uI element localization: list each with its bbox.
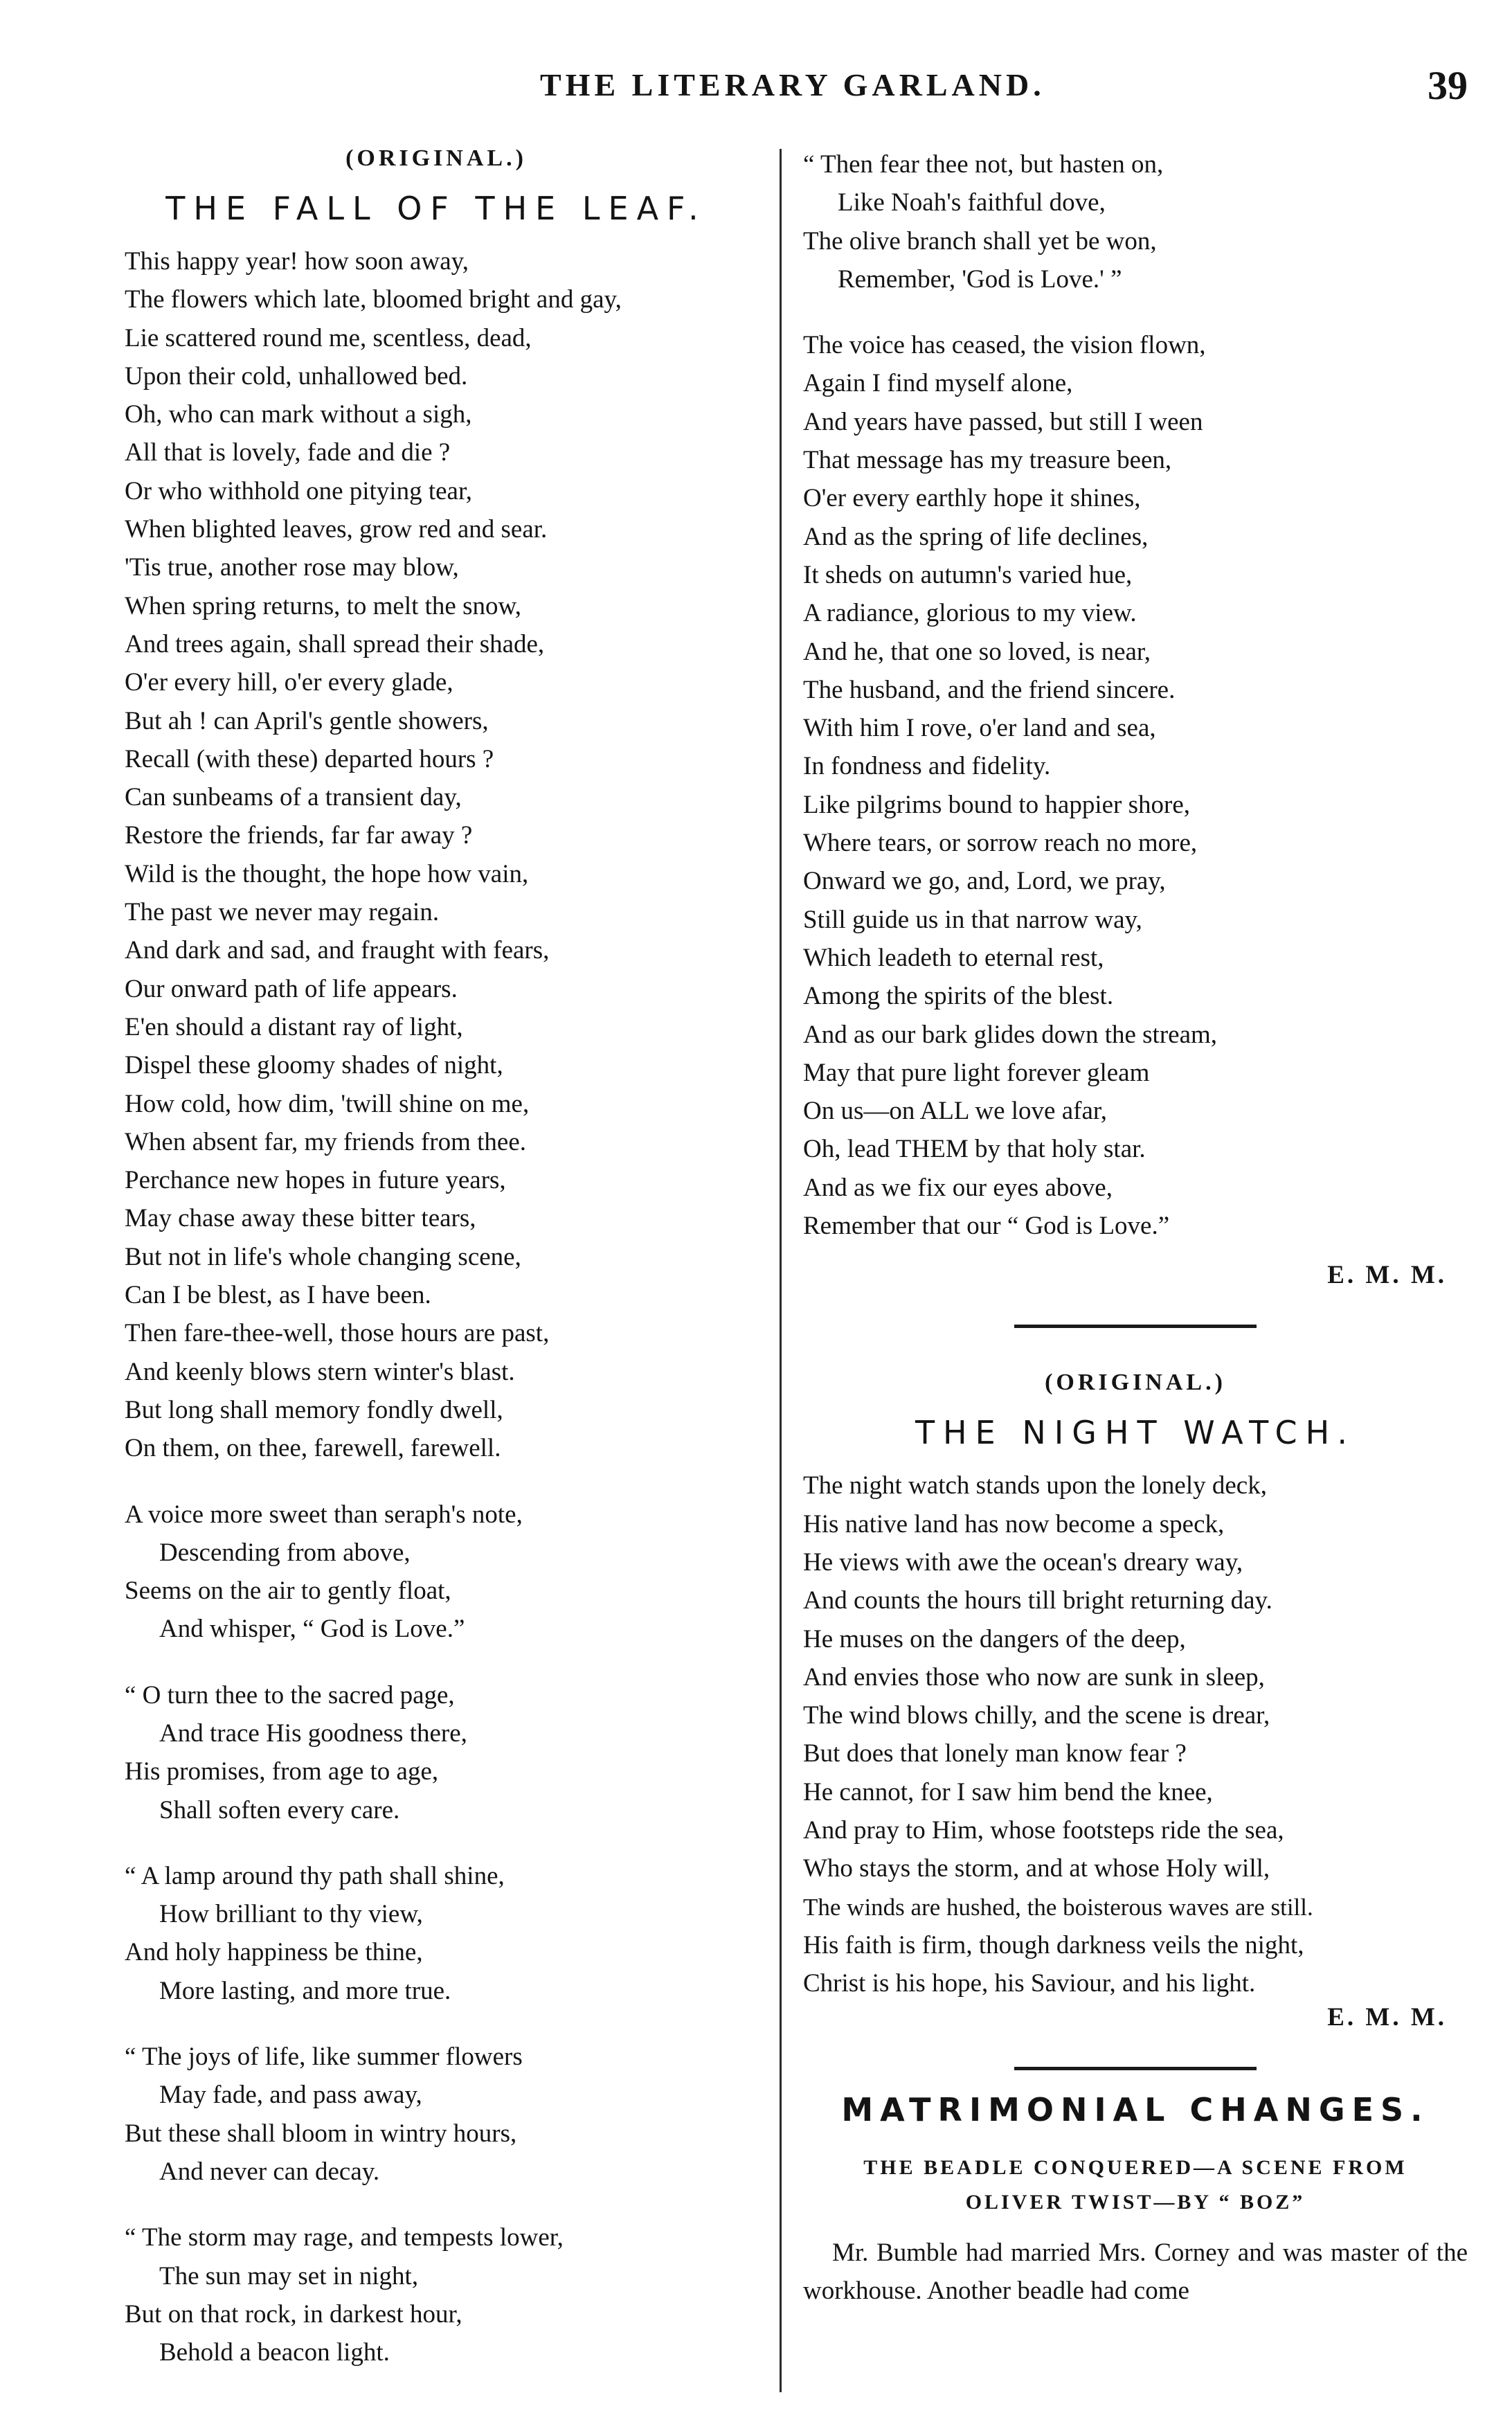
poem-line: O'er every hill, o'er every glade, xyxy=(125,668,453,697)
poem-line: Can sunbeams of a transient day, xyxy=(125,783,462,812)
poem-line: Lie scattered round me, scentless, dead, xyxy=(125,323,532,352)
poem-line: This happy year! how soon away, xyxy=(125,247,469,276)
poem-label: (ORIGINAL.) xyxy=(345,145,527,171)
poem-line: Christ is his hope, his Saviour, and his light. xyxy=(803,1969,1256,1998)
article-paragraph: Mr. Bumble had married Mrs. Corney and was master of the workhouse. Another beadle had come xyxy=(803,2239,1468,2306)
poem-line: Then fare-thee-well, those hours are past, xyxy=(125,1319,550,1348)
poem-line: All that is lovely, fade and die ? xyxy=(125,438,451,467)
poem-line: The night watch stands upon the lonely deck, xyxy=(803,1471,1267,1500)
poem-line: But these shall bloom in wintry hours, xyxy=(125,2119,517,2148)
poem-line: Remember that our “ God is Love.” xyxy=(803,1212,1170,1241)
poem-line: In fondness and fidelity. xyxy=(803,752,1051,781)
article-subheading: OLIVER TWIST—BY “ BOZ” xyxy=(965,2191,1306,2214)
poem-line: E'en should a distant ray of light, xyxy=(125,1012,463,1041)
poem-line: The flowers which late, bloomed bright and gay, xyxy=(125,285,622,314)
poem-line: Oh, who can mark without a sigh, xyxy=(125,400,472,429)
poem-line: Remember, 'God is Love.' ” xyxy=(838,264,1122,294)
section-divider xyxy=(1014,1325,1257,1328)
running-header xyxy=(111,63,1468,115)
poem-line: His native land has now become a speck, xyxy=(803,1509,1225,1539)
poem-line: Dispel these gloomy shades of night, xyxy=(125,1051,503,1080)
section-divider xyxy=(1014,2067,1257,2070)
poem-line: He views with awe the ocean's dreary way, xyxy=(803,1548,1243,1577)
poem-line: “ The joys of life, like summer flowers xyxy=(125,2043,523,2072)
poem-line: The voice has ceased, the vision flown, xyxy=(803,331,1206,360)
poem-line: And as the spring of life declines, xyxy=(803,522,1149,551)
poem-title: THE FALL OF THE LEAF. xyxy=(165,190,707,227)
poem-line: How cold, how dim, 'twill shine on me, xyxy=(125,1089,530,1118)
poem-line: His faith is firm, though darkness veils the night, xyxy=(803,1930,1304,1959)
poem-line: Our onward path of life appears. xyxy=(125,974,458,1003)
poem-line: When blighted leaves, grow red and sear. xyxy=(125,515,548,544)
poem-stanza xyxy=(803,326,1468,1245)
poem-line: Seems on the air to gently float, xyxy=(125,1577,451,1606)
poem-line: Where tears, or sorrow reach no more, xyxy=(803,829,1198,858)
poem-line: The past we never may regain. xyxy=(125,898,440,927)
poem-line: The winds are hushed, the boisterous waves are still. xyxy=(803,1893,1313,1921)
poem-line: The wind blows chilly, and the scene is drear, xyxy=(803,1701,1270,1730)
poem-label: (ORIGINAL.) xyxy=(1045,1370,1226,1396)
poem-line: But long shall memory fondly dwell, xyxy=(125,1395,503,1424)
poem-stanza xyxy=(125,1857,748,2010)
poem-line: And dark and sad, and fraught with fears, xyxy=(125,936,550,965)
left-column xyxy=(125,145,748,2399)
right-column xyxy=(803,145,1468,2310)
poem-line: “ O turn thee to the sacred page, xyxy=(125,1680,455,1710)
poem-line: Can I be blest, as I have been. xyxy=(125,1281,431,1310)
poem-line: Upon their cold, unhallowed bed. xyxy=(125,361,468,391)
poem-line: O'er every earthly hope it shines, xyxy=(803,484,1141,513)
poem-line: The olive branch shall yet be won, xyxy=(803,226,1157,255)
poem-line: A radiance, glorious to my view. xyxy=(803,599,1137,628)
poem-line: How brilliant to thy view, xyxy=(159,1900,423,1929)
poem-line: Again I find myself alone, xyxy=(803,369,1073,398)
poem-line: Wild is the thought, the hope how vain, xyxy=(125,859,529,888)
poem-line: A voice more sweet than seraph's note, xyxy=(125,1500,523,1529)
poem-line: Which leadeth to eternal rest, xyxy=(803,943,1104,972)
poem-line: His promises, from age to age, xyxy=(125,1757,439,1786)
poem-line: And pray to Him, whose footsteps ride the sea, xyxy=(803,1815,1284,1845)
poem-stanza xyxy=(803,145,1468,298)
column-divider xyxy=(780,149,782,2392)
poem-line: Among the spirits of the blest. xyxy=(803,982,1114,1011)
poem-line: The husband, and the friend sincere. xyxy=(803,675,1176,704)
poem-line: On us—on ALL we love afar, xyxy=(803,1097,1107,1126)
poem-signature: E. M. M. xyxy=(1327,1261,1447,1290)
poem-line: But on that rock, in darkest hour, xyxy=(125,2299,462,2329)
poem-line: Still guide us in that narrow way, xyxy=(803,905,1142,934)
poem-line: Recall (with these) departed hours ? xyxy=(125,744,494,773)
poem-line: The sun may set in night, xyxy=(159,2261,419,2290)
poem-stanza xyxy=(125,2038,748,2191)
poem-line: May fade, and pass away, xyxy=(159,2081,422,2110)
poem-line: And keenly blows stern winter's blast. xyxy=(125,1357,515,1386)
poem-line: And years have passed, but still I ween xyxy=(803,407,1203,436)
poem-line: Like pilgrims bound to happier shore, xyxy=(803,790,1191,819)
poem-line: Behold a beacon light. xyxy=(159,2338,390,2367)
poem-line: He cannot, for I saw him bend the knee, xyxy=(803,1777,1213,1806)
poem-line: And envies those who now are sunk in sleep, xyxy=(803,1662,1265,1692)
poem-line: And he, that one so loved, is near, xyxy=(803,637,1151,666)
poem-line: And whisper, “ God is Love.” xyxy=(159,1615,465,1644)
poem-line: But does that lonely man know fear ? xyxy=(803,1739,1187,1768)
poem-line: Shall soften every care. xyxy=(159,1795,400,1824)
poem-stanza xyxy=(125,2218,748,2371)
page-number: 39 xyxy=(1428,63,1468,108)
poem-line: May that pure light forever gleam xyxy=(803,1058,1150,1087)
poem-line: Descending from above, xyxy=(159,1538,411,1567)
poem-line: “ The storm may rage, and tempests lower, xyxy=(125,2223,564,2252)
poem-line: And never can decay. xyxy=(159,2157,380,2186)
poem-line: “ A lamp around thy path shall shine, xyxy=(125,1861,505,1890)
poem-title: THE NIGHT WATCH. xyxy=(915,1414,1356,1452)
poem-line: “ Then fear thee not, but hasten on, xyxy=(803,150,1164,179)
poem-line: Restore the friends, far far away ? xyxy=(125,821,473,850)
poem-line: And holy happiness be thine, xyxy=(125,1938,423,1967)
poem-line: When absent far, my friends from thee. xyxy=(125,1127,527,1156)
poem-line: And counts the hours till bright returning day. xyxy=(803,1586,1272,1615)
poem-line: May chase away these bitter tears, xyxy=(125,1204,476,1233)
journal-title: THE LITERARY GARLAND. xyxy=(540,67,1045,102)
poem-line: More lasting, and more true. xyxy=(159,1976,451,2005)
poem-line: Perchance new hopes in future years, xyxy=(125,1166,506,1195)
poem-stanza xyxy=(125,1676,748,1829)
poem-line: Onward we go, and, Lord, we pray, xyxy=(803,867,1166,896)
poem-line: And trace His goodness there, xyxy=(159,1719,467,1748)
poem-stanza xyxy=(803,1466,1468,2002)
poem-line: He muses on the dangers of the deep, xyxy=(803,1624,1186,1653)
poem-line: That message has my treasure been, xyxy=(803,446,1172,475)
poem-line: On them, on thee, farewell, farewell. xyxy=(125,1434,501,1463)
poem-stanza xyxy=(125,242,748,1468)
article-subheading: THE BEADLE CONQUERED—A SCENE FROM xyxy=(863,2156,1407,2180)
poem-signature: E. M. M. xyxy=(1327,2003,1447,2032)
article-title: MATRIMONIAL CHANGES. xyxy=(841,2091,1430,2129)
poem-line: Like Noah's faithful dove, xyxy=(838,188,1106,217)
poem-line: Or who withhold one pitying tear, xyxy=(125,476,473,505)
poem-line: Who stays the storm, and at whose Holy will, xyxy=(803,1854,1270,1883)
poem-line: And as our bark glides down the stream, xyxy=(803,1020,1218,1049)
poem-line: But ah ! can April's gentle showers, xyxy=(125,706,489,735)
poem-line: Oh, lead THEM by that holy star. xyxy=(803,1135,1146,1164)
poem-line: And trees again, shall spread their shade, xyxy=(125,629,545,658)
poem-line: But not in life's whole changing scene, xyxy=(125,1242,521,1271)
poem-line: It sheds on autumn's varied hue, xyxy=(803,560,1133,589)
poem-stanza xyxy=(125,1496,748,1649)
poem-line: When spring returns, to melt the snow, xyxy=(125,591,522,620)
poem-line: With him I rove, o'er land and sea, xyxy=(803,714,1156,743)
poem-line: 'Tis true, another rose may blow, xyxy=(125,553,459,582)
poem-line: And as we fix our eyes above, xyxy=(803,1173,1113,1202)
